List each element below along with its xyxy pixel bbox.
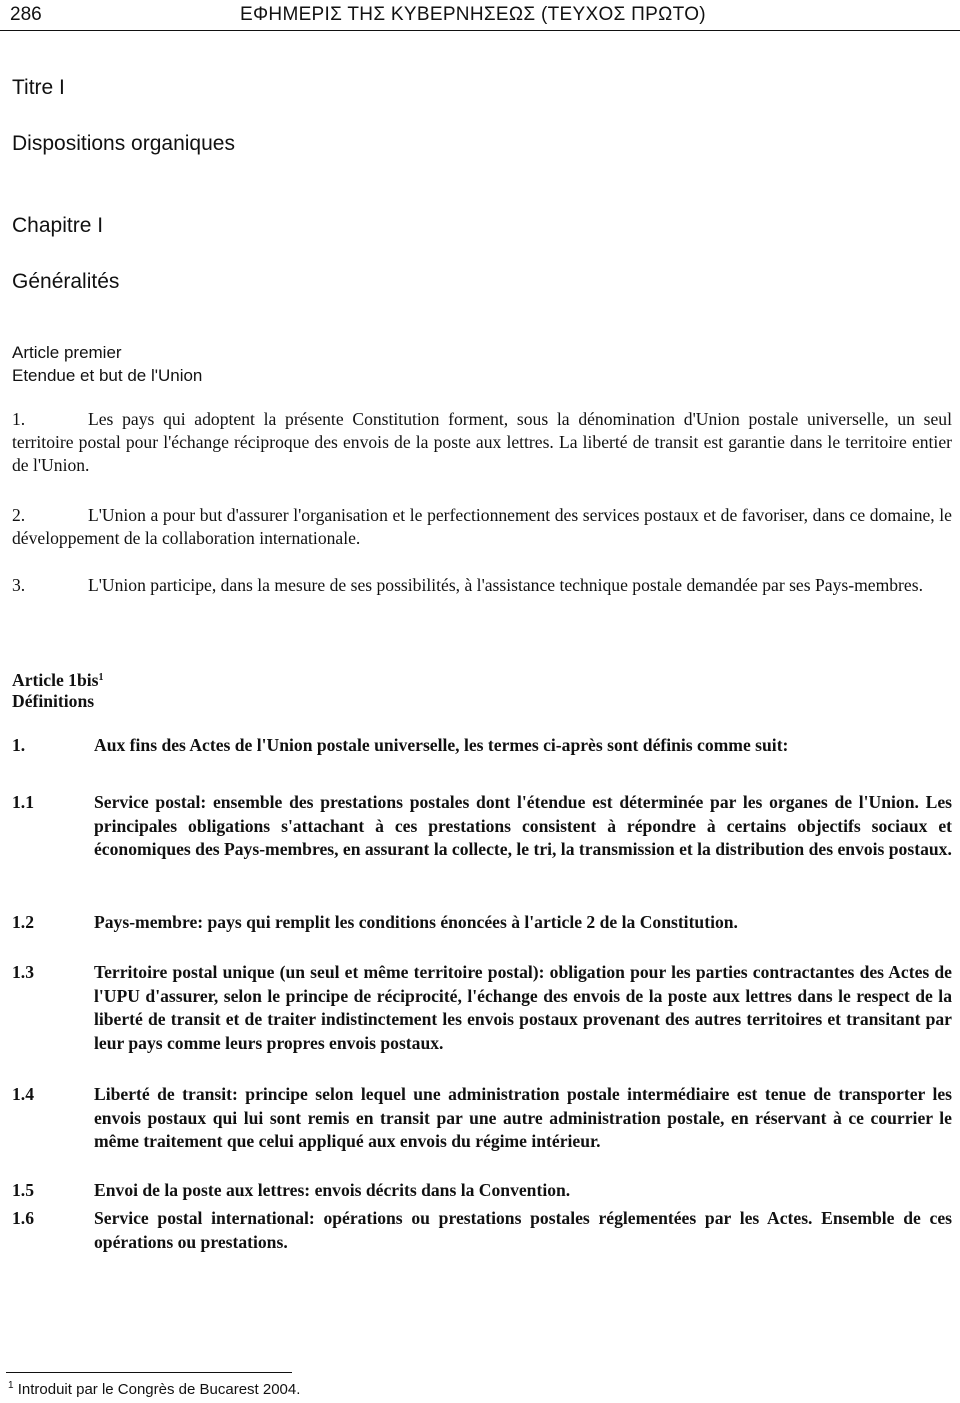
article-1-paragraph-2 [12,504,952,550]
definition-text: Territoire postal unique (un seul et même territoire postal): obligation pour les parties contractantes des Actes de l'UPU d'assurer, selon le principe de réciprocité, l'échange des envois de la poste aux lettres dans le respect de la liberté de transit et de traiter indistinctement les envois postaux provenant des autres territoires et transitant par leur pays comme leurs propres envois postaux. [94,962,952,1053]
paragraph-number: 3. [12,575,26,595]
article-1-paragraph-1 [12,408,952,477]
paragraph-text: L'Union a pour but d'assurer l'organisation et le perfectionnement des services postaux et de favoriser, dans ce domaine, le développement de la collaboration internationale. [12,505,952,548]
paragraph-number: 2. [12,505,26,525]
article-1bis-title: Article 1bis [12,670,99,690]
article-1bis-heading [12,667,103,691]
footnote-rule [6,1372,292,1373]
definition-number: 1.4 [12,1084,34,1104]
definition-item [12,791,952,862]
page-number: 286 [10,4,42,25]
paragraph-text: L'Union participe, dans la mesure de ses possibilités, à l'assistance technique postale demandée par ses Pays-membres. [88,575,923,595]
definition-text: Service postal international: opérations ou prestations postales réglementées par les Actes. Ensemble de ces opérations ou prestations. [94,1208,952,1252]
definition-number: 1.5 [12,1180,34,1200]
definition-number: 1.6 [12,1208,34,1228]
article-1-paragraph-3 [12,574,952,597]
definition-item [12,911,952,935]
definition-item [12,1083,952,1154]
definition-number: 1.2 [12,912,34,932]
paragraph-number: 1. [12,409,26,429]
definition-text: Pays-membre: pays qui remplit les conditions énoncées à l'article 2 de la Constitution. [94,912,738,932]
footnote-text: Introduit par le Congrès de Bucarest 2004. [17,1381,301,1398]
titre-name: Dispositions organiques [12,132,235,155]
titre-label: Titre I [12,76,65,99]
header-rule [0,30,960,31]
definition-number: 1.3 [12,962,34,982]
definition-text: Service postal: ensemble des prestations postales dont l'étendue est déterminée par les organes de l'Union. Les principales obligations s'attachant à ces prestations consistent à répondre à certains objectifs sociaux et économiques des Pays-membres, en assurant la collecte, le tri, la transmission et la distribution des envois postaux. [94,792,952,859]
article-1-heading: Article premier [12,343,122,362]
article-1bis-subheading: Définitions [12,691,95,711]
definition-item [12,1207,952,1254]
intro-number: 1. [12,735,26,755]
definition-item [12,1179,952,1203]
intro-text: Aux fins des Actes de l'Union postale universelle, les termes ci-après sont définis comme suit: [94,735,789,755]
footnote-reference: 1 [98,672,104,683]
paragraph-text: Les pays qui adoptent la présente Constitution forment, sous la dénomination d'Union postale universelle, un seul territoire postal pour l'échange réciproque des envois de la poste aux lettres. La liberté de transit est garantie dans le territoire entier de l'Union. [12,409,952,475]
footnote-mark: 1 [8,1380,14,1391]
definition-item [12,961,952,1055]
footnote [8,1380,300,1398]
article-1-subheading: Etendue et but de l'Union [12,366,203,385]
definitions-intro [12,734,952,757]
definition-number: 1.1 [12,792,34,812]
journal-title: ΕΦΗΜΕΡΙΣ ΤΗΣ ΚΥΒΕΡΝΗΣΕΩΣ (ΤΕΥΧΟΣ ΠΡΩΤΟ) [240,4,706,25]
chapitre-name: Généralités [12,270,120,293]
definition-text: Envoi de la poste aux lettres: envois décrits dans la Convention. [94,1180,571,1200]
chapitre-label: Chapitre I [12,214,104,237]
definition-text: Liberté de transit: principe selon lequel une administration postale intermédiaire est tenue de transporter les envois postaux qui lui sont remis en transit par une autre administration postale, en réservant à ce courrier le même traitement que celui appliqué aux envois du régime intérieur. [94,1084,952,1151]
